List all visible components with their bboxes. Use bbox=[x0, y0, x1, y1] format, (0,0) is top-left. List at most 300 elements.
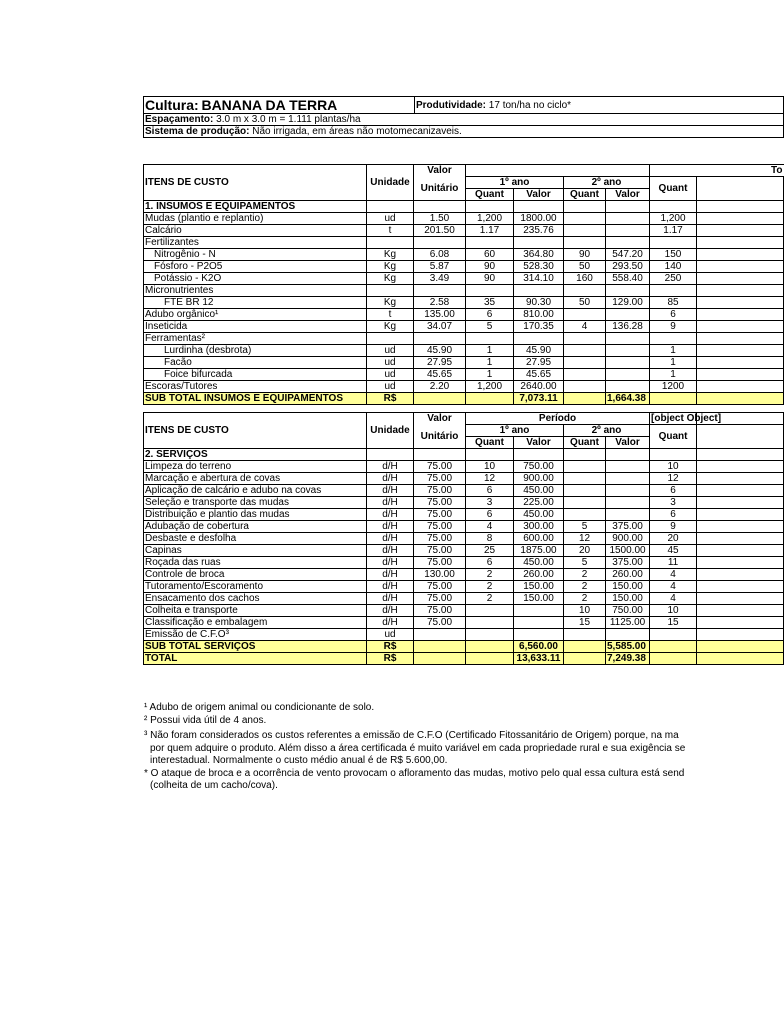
cell-q1: 10 bbox=[466, 461, 514, 473]
cell-v1 bbox=[514, 617, 564, 629]
col-total-2: [object Object] bbox=[651, 413, 722, 424]
cell-v2: 293.50 bbox=[606, 261, 650, 273]
cell-q1 bbox=[466, 285, 514, 297]
subtotal-servicos-label: SUB TOTAL SERVIÇOS bbox=[144, 641, 367, 653]
cell-v2: 375.00 bbox=[606, 521, 650, 533]
cell-item: Escoras/Tutores bbox=[144, 381, 367, 393]
subtotal-servicos-unit: R$ bbox=[367, 641, 414, 653]
cell-v1: 300.00 bbox=[514, 521, 564, 533]
cell-v1: 45.65 bbox=[514, 369, 564, 381]
col-valor-1: Valor bbox=[514, 189, 564, 201]
cell-q2 bbox=[564, 213, 606, 225]
cell-vu: 75.00 bbox=[414, 605, 466, 617]
footnote: * O ataque de broca e a ocorrência de vento provocam o afloramento das mudas, motivo pelo qual essa cultura está send bbox=[144, 767, 685, 779]
cell-item: Desbaste e desfolha bbox=[144, 533, 367, 545]
cell-qt: 1.17 bbox=[650, 225, 697, 237]
cell-qt: 1 bbox=[650, 357, 697, 369]
cell-q2: 4 bbox=[564, 321, 606, 333]
table-row bbox=[144, 533, 784, 545]
produtividade-value: 17 ton/ha no ciclo* bbox=[488, 99, 572, 111]
cell-item: Micronutrientes bbox=[144, 285, 367, 297]
cell-q1 bbox=[466, 617, 514, 629]
cell-qt: 11 bbox=[650, 557, 697, 569]
table-row bbox=[144, 617, 784, 629]
produtividade-label: Produtividade: bbox=[416, 99, 487, 111]
cell-q2: 5 bbox=[564, 521, 606, 533]
cell-q2 bbox=[564, 345, 606, 357]
cell-q1: 12 bbox=[466, 473, 514, 485]
table-row bbox=[144, 309, 784, 321]
cell-q2 bbox=[564, 237, 606, 249]
cell-v1: 90.30 bbox=[514, 297, 564, 309]
table-row bbox=[144, 249, 784, 261]
cell-v2 bbox=[606, 285, 650, 297]
espacamento-label: Espaçamento: bbox=[145, 114, 214, 125]
cell-q1: 35 bbox=[466, 297, 514, 309]
cell-v2: 260.00 bbox=[606, 569, 650, 581]
cell-un: Kg bbox=[367, 249, 414, 261]
cell-vu: 27.95 bbox=[414, 357, 466, 369]
col-total-trunc: To bbox=[650, 165, 784, 177]
cell-item: Controle de broca bbox=[144, 569, 367, 581]
cell-item: Potássio - K2O bbox=[144, 273, 367, 285]
cell-q2 bbox=[564, 461, 606, 473]
cell-vu: 3.49 bbox=[414, 273, 466, 285]
cell-q1: 5 bbox=[466, 321, 514, 333]
cell-q2 bbox=[564, 333, 606, 345]
cell-v2: 1125.00 bbox=[606, 617, 650, 629]
cell-item: Lurdinha (desbrota) bbox=[144, 345, 367, 357]
cell-qt: 1200 bbox=[650, 381, 697, 393]
cell-v1: 528.30 bbox=[514, 261, 564, 273]
cell-vu: 75.00 bbox=[414, 617, 466, 629]
cell-qt: 1 bbox=[650, 369, 697, 381]
cell-vu: 75.00 bbox=[414, 581, 466, 593]
cell-v2 bbox=[606, 485, 650, 497]
cell-vu: 75.00 bbox=[414, 509, 466, 521]
cell-un: ud bbox=[367, 213, 414, 225]
cell-item: Nitrogênio - N bbox=[144, 249, 367, 261]
cell-v1: 260.00 bbox=[514, 569, 564, 581]
table-row bbox=[144, 485, 784, 497]
cell-vu: 75.00 bbox=[414, 557, 466, 569]
cell-q1 bbox=[466, 237, 514, 249]
cell-q1: 4 bbox=[466, 521, 514, 533]
cell-q2 bbox=[564, 485, 606, 497]
cell-q2 bbox=[564, 473, 606, 485]
cell-qt: 1,200 bbox=[650, 213, 697, 225]
footnote: por quem adquire o produto. Além disso a área certificada é muito variável em cada propriedade rural e sua exigência se bbox=[150, 742, 686, 754]
espacamento-value: 3.0 m x 3.0 m = 1.111 plantas/ha bbox=[216, 114, 361, 125]
table-row bbox=[144, 225, 784, 237]
subtotal-insumos-unit: R$ bbox=[367, 393, 414, 405]
cell-item: Capinas bbox=[144, 545, 367, 557]
cell-vu: 5.87 bbox=[414, 261, 466, 273]
cell-v2 bbox=[606, 309, 650, 321]
cell-un: Kg bbox=[367, 273, 414, 285]
subtotal-insumos-v2: 1,664.38 bbox=[606, 393, 650, 405]
col-valor: Valor bbox=[414, 165, 466, 177]
table-row bbox=[144, 557, 784, 569]
cell-v2: 150.00 bbox=[606, 593, 650, 605]
subtotal-servicos-v2: 5,585.00 bbox=[606, 641, 650, 653]
subtotal-servicos-v1: 6,560.00 bbox=[514, 641, 564, 653]
cell-q1: 1 bbox=[466, 369, 514, 381]
cell-item: Foice bifurcada bbox=[144, 369, 367, 381]
cell-v1: 1875.00 bbox=[514, 545, 564, 557]
cell-v1: 314.10 bbox=[514, 273, 564, 285]
cell-un: Kg bbox=[367, 321, 414, 333]
cell-v1: 27.95 bbox=[514, 357, 564, 369]
cell-v2 bbox=[606, 461, 650, 473]
col-valor-2h: Valor bbox=[414, 413, 466, 425]
cell-item: Tutoramento/Escoramento bbox=[144, 581, 367, 593]
cell-q1: 6 bbox=[466, 485, 514, 497]
cell-v1: 364.80 bbox=[514, 249, 564, 261]
cell-q2 bbox=[564, 509, 606, 521]
cell-un: ud bbox=[367, 629, 414, 641]
espacamento-cell bbox=[144, 114, 784, 126]
cell-qt: 4 bbox=[650, 593, 697, 605]
subtotal-insumos-label: SUB TOTAL INSUMOS E EQUIPAMENTOS bbox=[144, 393, 367, 405]
cell-qt bbox=[650, 333, 697, 345]
cell-q1 bbox=[466, 333, 514, 345]
cell-q1: 1 bbox=[466, 357, 514, 369]
table-row bbox=[144, 473, 784, 485]
cell-v2: 136.28 bbox=[606, 321, 650, 333]
servicos-table bbox=[143, 412, 784, 665]
cell-q1: 8 bbox=[466, 533, 514, 545]
cell-vu: 1.50 bbox=[414, 213, 466, 225]
cell-q2: 12 bbox=[564, 533, 606, 545]
table-row bbox=[144, 345, 784, 357]
cell-v1: 170.35 bbox=[514, 321, 564, 333]
footnote: ¹ Adubo de origem animal ou condicionante de solo. bbox=[144, 702, 375, 713]
cell-v2 bbox=[606, 629, 650, 641]
cell-qt: 85 bbox=[650, 297, 697, 309]
cell-un: t bbox=[367, 309, 414, 321]
cell-v1: 235.76 bbox=[514, 225, 564, 237]
cell-item: Emissão de C.F.O³ bbox=[144, 629, 367, 641]
col-quant-total: Quant bbox=[650, 177, 697, 201]
table-row bbox=[144, 357, 784, 369]
cell-q2: 15 bbox=[564, 617, 606, 629]
cell-vu: 75.00 bbox=[414, 533, 466, 545]
cell-vu bbox=[414, 237, 466, 249]
cell-q1: 6 bbox=[466, 509, 514, 521]
cell-v1: 900.00 bbox=[514, 473, 564, 485]
cell-vu: 201.50 bbox=[414, 225, 466, 237]
footnote: ³ Não foram considerados os custos referentes a emissão de C.F.O (Certificado Fitossanitário de Origem) porque, na ma bbox=[144, 730, 679, 741]
cell-v1 bbox=[514, 333, 564, 345]
cell-q2 bbox=[564, 629, 606, 641]
cell-v1 bbox=[514, 285, 564, 297]
cell-v2: 900.00 bbox=[606, 533, 650, 545]
cell-qt: 250 bbox=[650, 273, 697, 285]
col-itens: ITENS DE CUSTO bbox=[144, 165, 367, 201]
cell-v2: 375.00 bbox=[606, 557, 650, 569]
cell-vu: 130.00 bbox=[414, 569, 466, 581]
cell-vu: 75.00 bbox=[414, 521, 466, 533]
col-valor-1b: Valor bbox=[514, 437, 564, 449]
total-label: TOTAL bbox=[144, 653, 367, 665]
spreadsheet bbox=[143, 96, 783, 665]
cell-un: d/H bbox=[367, 545, 414, 557]
col-periodo: Período bbox=[466, 413, 650, 425]
cell-q2: 50 bbox=[564, 297, 606, 309]
cell-q1: 2 bbox=[466, 581, 514, 593]
cell-q1: 2 bbox=[466, 593, 514, 605]
cell-item: Roçada das ruas bbox=[144, 557, 367, 569]
total-v2: 7,249.38 bbox=[606, 653, 650, 665]
cell-un: d/H bbox=[367, 605, 414, 617]
cell-q1: 90 bbox=[466, 273, 514, 285]
cell-q2: 20 bbox=[564, 545, 606, 557]
section-insumos: 1. INSUMOS E EQUIPAMENTOS bbox=[144, 201, 367, 213]
cell-qt: 3 bbox=[650, 497, 697, 509]
cell-un: Kg bbox=[367, 261, 414, 273]
insumos-table bbox=[143, 164, 784, 405]
cell-qt: 10 bbox=[650, 461, 697, 473]
cell-item: Limpeza do terreno bbox=[144, 461, 367, 473]
table-row bbox=[144, 237, 784, 249]
col-valor-2b: Valor bbox=[606, 437, 650, 449]
cell-qt: 9 bbox=[650, 321, 697, 333]
cell-v2 bbox=[606, 369, 650, 381]
table-row bbox=[144, 521, 784, 533]
cell-item: Ferramentas² bbox=[144, 333, 367, 345]
cell-q2: 160 bbox=[564, 273, 606, 285]
cell-qt: 6 bbox=[650, 485, 697, 497]
cell-vu: 135.00 bbox=[414, 309, 466, 321]
cell-v2 bbox=[606, 237, 650, 249]
table-row bbox=[144, 605, 784, 617]
footnotes bbox=[144, 702, 768, 793]
cell-v1: 600.00 bbox=[514, 533, 564, 545]
cell-q2 bbox=[564, 309, 606, 321]
cultura-value: BANANA DA TERRA bbox=[201, 97, 338, 113]
cell-v2: 547.20 bbox=[606, 249, 650, 261]
cell-qt: 15 bbox=[650, 617, 697, 629]
section-servicos: 2. SERVIÇOS bbox=[144, 449, 367, 461]
cell-vu: 75.00 bbox=[414, 461, 466, 473]
cell-v2 bbox=[606, 381, 650, 393]
cell-vu: 2.20 bbox=[414, 381, 466, 393]
cell-un: d/H bbox=[367, 557, 414, 569]
cell-un bbox=[367, 285, 414, 297]
cell-q1: 6 bbox=[466, 309, 514, 321]
sistema-value: Não irrigada, em áreas não motomecanizaveis. bbox=[252, 126, 462, 137]
cell-v2 bbox=[606, 333, 650, 345]
cell-q1 bbox=[466, 605, 514, 617]
cell-q2 bbox=[564, 285, 606, 297]
table-row bbox=[144, 593, 784, 605]
cell-v2: 1500.00 bbox=[606, 545, 650, 557]
table-row bbox=[144, 273, 784, 285]
col-ano2-2: 2º ano bbox=[564, 425, 650, 437]
col-unitario: Unitário bbox=[414, 177, 466, 201]
cell-un: ud bbox=[367, 381, 414, 393]
cell-qt: 9 bbox=[650, 521, 697, 533]
table-row bbox=[144, 569, 784, 581]
cell-q2: 10 bbox=[564, 605, 606, 617]
cell-qt: 12 bbox=[650, 473, 697, 485]
sistema-label: Sistema de produção: bbox=[145, 126, 250, 137]
cell-v2 bbox=[606, 497, 650, 509]
cell-un: ud bbox=[367, 369, 414, 381]
cell-vu: 75.00 bbox=[414, 593, 466, 605]
table-row bbox=[144, 497, 784, 509]
cultura-cell bbox=[144, 97, 415, 114]
cell-q2 bbox=[564, 381, 606, 393]
cell-v2 bbox=[606, 509, 650, 521]
cell-item: Ensacamento dos cachos bbox=[144, 593, 367, 605]
cell-q1: 90 bbox=[466, 261, 514, 273]
header-table bbox=[143, 96, 784, 138]
table-row bbox=[144, 261, 784, 273]
table-row bbox=[144, 629, 784, 641]
cell-qt bbox=[650, 237, 697, 249]
cell-item: Fósforo - P2O5 bbox=[144, 261, 367, 273]
cell-v1: 2640.00 bbox=[514, 381, 564, 393]
table-row bbox=[144, 461, 784, 473]
cell-un: d/H bbox=[367, 533, 414, 545]
cell-un: d/H bbox=[367, 509, 414, 521]
cell-item: Adubo orgânico¹ bbox=[144, 309, 367, 321]
cell-un bbox=[367, 333, 414, 345]
cell-item: Aplicação de calcário e adubo na covas bbox=[144, 485, 367, 497]
cell-q2: 2 bbox=[564, 581, 606, 593]
total-unit: R$ bbox=[367, 653, 414, 665]
cell-qt: 6 bbox=[650, 309, 697, 321]
cell-v2 bbox=[606, 473, 650, 485]
cell-un: d/H bbox=[367, 617, 414, 629]
sistema-cell bbox=[144, 126, 784, 138]
cell-v1 bbox=[514, 237, 564, 249]
cell-qt: 10 bbox=[650, 605, 697, 617]
cell-v2 bbox=[606, 345, 650, 357]
cell-v2 bbox=[606, 213, 650, 225]
cell-item: Facão bbox=[144, 357, 367, 369]
cell-v2 bbox=[606, 225, 650, 237]
cell-un bbox=[367, 237, 414, 249]
cell-qt: 1 bbox=[650, 345, 697, 357]
table-row bbox=[144, 333, 784, 345]
cell-q1: 3 bbox=[466, 497, 514, 509]
cell-q2 bbox=[564, 497, 606, 509]
col-unidade-2: Unidade bbox=[367, 413, 414, 449]
cell-q1: 1,200 bbox=[466, 381, 514, 393]
cell-item: Inseticida bbox=[144, 321, 367, 333]
table-row bbox=[144, 321, 784, 333]
cell-v2: 750.00 bbox=[606, 605, 650, 617]
cell-vu: 45.65 bbox=[414, 369, 466, 381]
produtividade-cell bbox=[415, 97, 784, 114]
cell-vu: 75.00 bbox=[414, 497, 466, 509]
col-unidade: Unidade bbox=[367, 165, 414, 201]
cell-item: FTE BR 12 bbox=[144, 297, 367, 309]
cell-vu: 2.58 bbox=[414, 297, 466, 309]
footnote: ² Possui vida útil de 4 anos. bbox=[144, 714, 267, 726]
cell-vu: 75.00 bbox=[414, 485, 466, 497]
cell-un: d/H bbox=[367, 485, 414, 497]
table-row bbox=[144, 213, 784, 225]
cell-v1: 150.00 bbox=[514, 581, 564, 593]
cell-un: t bbox=[367, 225, 414, 237]
cell-item: Calcário bbox=[144, 225, 367, 237]
subtotal-insumos-v1: 7,073.11 bbox=[514, 393, 564, 405]
table-row bbox=[144, 285, 784, 297]
cell-item: Adubação de cobertura bbox=[144, 521, 367, 533]
cell-q2: 2 bbox=[564, 593, 606, 605]
col-quant-1: Quant bbox=[466, 189, 514, 201]
cell-v1: 450.00 bbox=[514, 557, 564, 569]
cell-item: Mudas (plantio e replantio) bbox=[144, 213, 367, 225]
cell-v1 bbox=[514, 629, 564, 641]
cell-v1: 45.90 bbox=[514, 345, 564, 357]
cell-qt: 6 bbox=[650, 509, 697, 521]
cell-vu: 75.00 bbox=[414, 545, 466, 557]
total-v1: 13,633.11 bbox=[514, 653, 564, 665]
table-row bbox=[144, 581, 784, 593]
cell-v2: 150.00 bbox=[606, 581, 650, 593]
cell-qt: 45 bbox=[650, 545, 697, 557]
footnote: interestadual. Normalmente o custo médio anual é de R$ 5.600,00. bbox=[150, 755, 448, 766]
col-quant-2b: Quant bbox=[564, 437, 606, 449]
cell-v1: 225.00 bbox=[514, 497, 564, 509]
table-row bbox=[144, 545, 784, 557]
cell-un: d/H bbox=[367, 473, 414, 485]
cell-vu: 75.00 bbox=[414, 473, 466, 485]
table-row bbox=[144, 297, 784, 309]
cell-q2: 90 bbox=[564, 249, 606, 261]
cultura-label: Cultura: bbox=[145, 97, 199, 113]
cell-qt bbox=[650, 629, 697, 641]
cell-item: Distribuição e plantio das mudas bbox=[144, 509, 367, 521]
cell-qt: 4 bbox=[650, 569, 697, 581]
cell-item: Classificação e embalagem bbox=[144, 617, 367, 629]
cell-v2: 558.40 bbox=[606, 273, 650, 285]
cell-q2: 5 bbox=[564, 557, 606, 569]
cell-q1: 1 bbox=[466, 345, 514, 357]
cell-item: Marcação e abertura de covas bbox=[144, 473, 367, 485]
cell-item: Colheita e transporte bbox=[144, 605, 367, 617]
table-row bbox=[144, 369, 784, 381]
cell-q2: 50 bbox=[564, 261, 606, 273]
cell-un: d/H bbox=[367, 581, 414, 593]
cell-un: Kg bbox=[367, 297, 414, 309]
cell-vu: 34.07 bbox=[414, 321, 466, 333]
col-quant-1b: Quant bbox=[466, 437, 514, 449]
cell-qt: 4 bbox=[650, 581, 697, 593]
cell-un: d/H bbox=[367, 521, 414, 533]
table-row bbox=[144, 509, 784, 521]
cell-q2 bbox=[564, 369, 606, 381]
cell-v1 bbox=[514, 605, 564, 617]
cell-v1: 150.00 bbox=[514, 593, 564, 605]
cell-qt: 140 bbox=[650, 261, 697, 273]
table-row bbox=[144, 381, 784, 393]
cell-q1: 25 bbox=[466, 545, 514, 557]
cell-un: d/H bbox=[367, 461, 414, 473]
cell-item: Fertilizantes bbox=[144, 237, 367, 249]
cell-qt: 20 bbox=[650, 533, 697, 545]
col-valor-2: Valor bbox=[606, 189, 650, 201]
cell-q2 bbox=[564, 357, 606, 369]
cell-q1: 1.17 bbox=[466, 225, 514, 237]
cell-vu bbox=[414, 333, 466, 345]
cell-vu: 45.90 bbox=[414, 345, 466, 357]
